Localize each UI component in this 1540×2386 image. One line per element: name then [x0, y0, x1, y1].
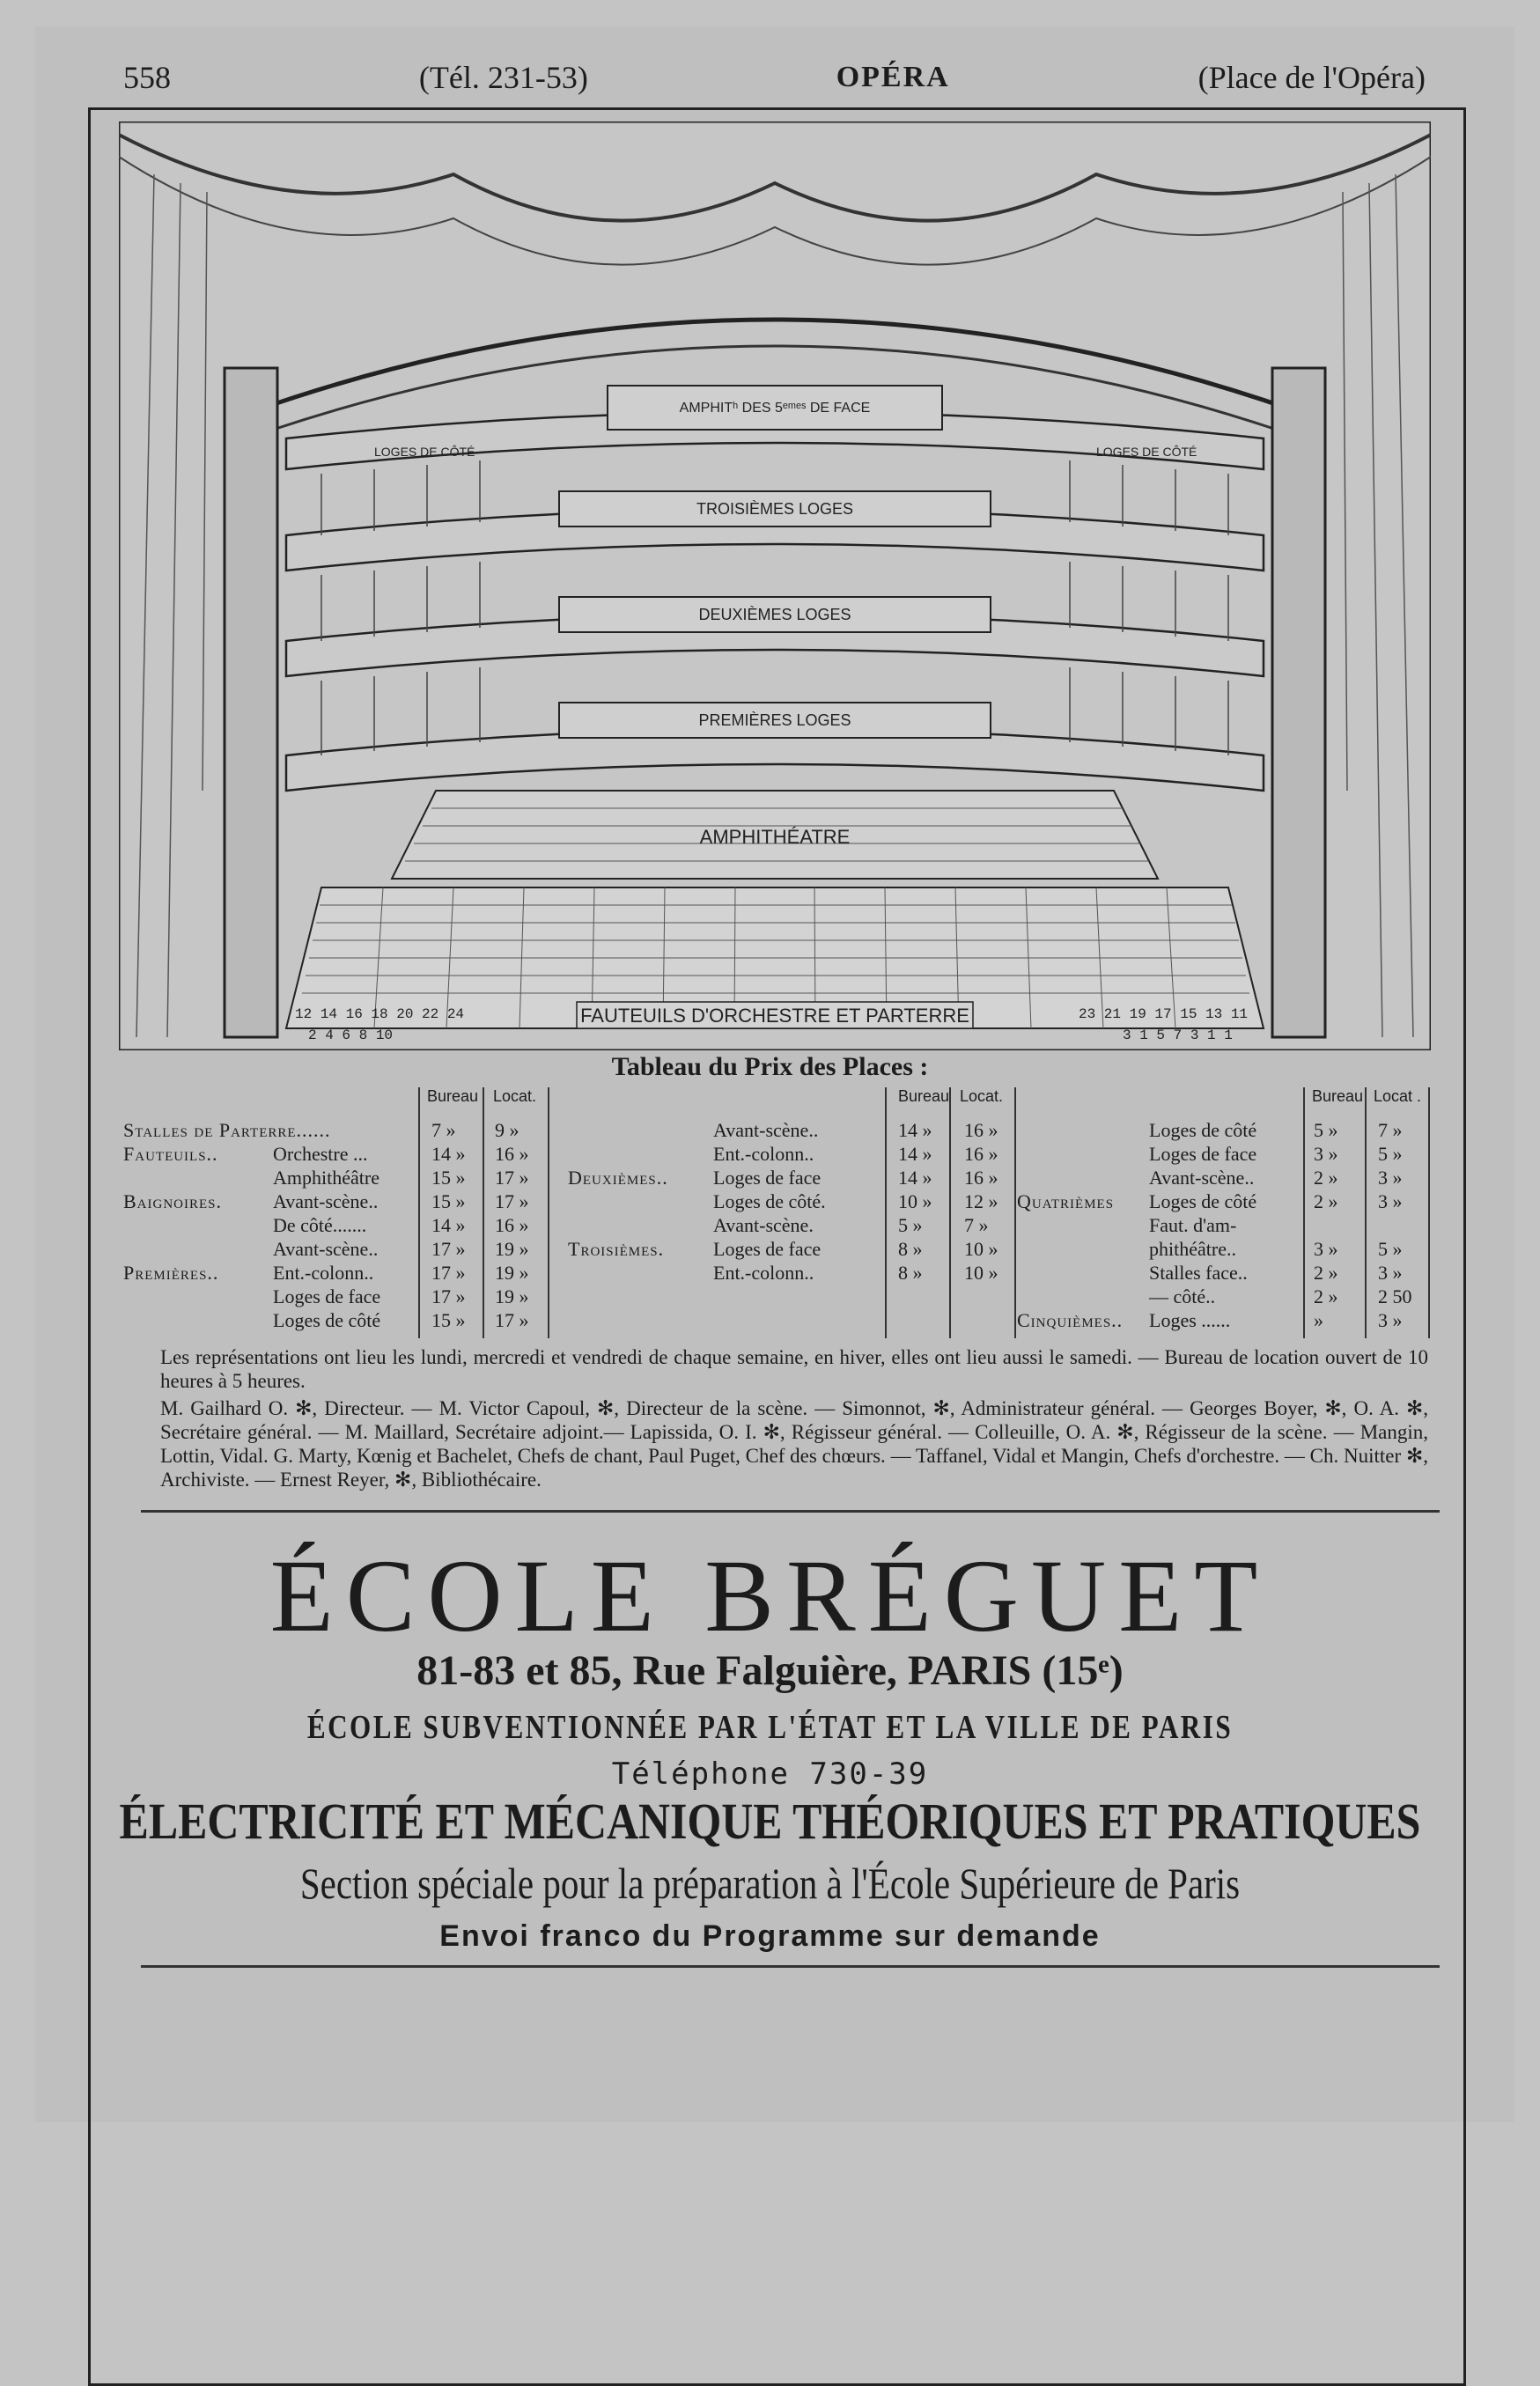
- price-bureau: 2 »: [1314, 1262, 1338, 1284]
- advert-section: Section spéciale pour la préparation à l'École Supérieure de Paris: [299, 1859, 1241, 1908]
- label-stalls-right: 3 1 5 7 3 1 1: [1123, 1027, 1233, 1043]
- price-location: 3 »: [1378, 1262, 1403, 1284]
- price-location: 17 »: [495, 1309, 529, 1331]
- price-bureau: 3 »: [1314, 1238, 1338, 1260]
- price-seat-type: phithéâtre..: [1149, 1238, 1236, 1260]
- price-location: 16 »: [964, 1143, 998, 1165]
- vrule: [548, 1087, 549, 1338]
- price-bureau: 14 »: [431, 1143, 466, 1165]
- price-location: 12 »: [964, 1190, 998, 1212]
- price-seat-type: Avant-scène.: [713, 1214, 814, 1236]
- price-bureau: 14 »: [898, 1119, 932, 1141]
- price-bureau: 15 »: [431, 1309, 466, 1331]
- price-location: 2 50: [1378, 1285, 1412, 1307]
- price-location: 3 »: [1378, 1167, 1403, 1189]
- vrule: [885, 1087, 887, 1338]
- label-premieres: PREMIÈRES LOGES: [698, 711, 851, 729]
- price-location: 16 »: [964, 1167, 998, 1189]
- price-location: 7 »: [964, 1214, 989, 1236]
- header-telephone: (Tél. 231-53): [418, 60, 588, 95]
- notes: [160, 1345, 1428, 1491]
- price-seat-type: Loges de face: [713, 1167, 822, 1189]
- price-seat-type: Loges de côté.: [713, 1190, 826, 1212]
- price-location: 3 »: [1378, 1309, 1403, 1331]
- vrule: [1428, 1087, 1430, 1338]
- advert-school-name: ÉCOLE BRÉGUET: [269, 1538, 1271, 1653]
- label-amphi-loges: AMPHITʰ DES 5ᵉᵐᵉˢ DE FACE: [679, 401, 871, 416]
- price-category: Stalles de Parterre......: [123, 1119, 331, 1141]
- price-bureau: 17 »: [431, 1285, 466, 1307]
- label-amphitheatre: AMPHITHÉATRE: [699, 826, 851, 848]
- page-number: 558: [123, 60, 171, 95]
- price-location: 9 »: [495, 1119, 519, 1141]
- header-locat-left: Locat.: [493, 1087, 537, 1105]
- price-table: [123, 1087, 1444, 1343]
- price-location: 16 »: [495, 1214, 529, 1236]
- price-category: Troisièmes.: [568, 1238, 665, 1260]
- price-seat-type: — côté..: [1149, 1285, 1216, 1307]
- price-location: 10 »: [964, 1262, 998, 1284]
- price-location: 17 »: [495, 1167, 529, 1189]
- label-stalls-left: 2 4 6 8 10: [308, 1027, 394, 1043]
- notes-schedule: Les représentations ont lieu les lundi, mercredi et vendredi de chaque semaine, en hiver, elles ont lieu aussi le samedi. — Bureau de location ouvert de 10 heures à 5 heures.: [160, 1346, 1428, 1392]
- vrule: [1014, 1087, 1016, 1338]
- price-seat-type: Avant-scène..: [1149, 1167, 1255, 1189]
- price-bureau: 2 »: [1314, 1190, 1338, 1212]
- price-bureau: 14 »: [898, 1143, 932, 1165]
- price-location: 10 »: [964, 1238, 998, 1260]
- price-bureau: 8 »: [898, 1238, 923, 1260]
- price-bureau: 2 »: [1314, 1167, 1338, 1189]
- advert-address: 81-83 et 85, Rue Falguière, PARIS (15ᵉ): [416, 1647, 1124, 1694]
- price-seat-type: Avant-scène..: [713, 1119, 819, 1141]
- price-table-title: Tableau du Prix des Places :: [611, 1052, 929, 1081]
- price-bureau: 17 »: [431, 1262, 466, 1284]
- price-seat-type: De côté.......: [273, 1214, 367, 1236]
- price-category: Deuxièmes..: [568, 1167, 668, 1189]
- price-seat-type: Orchestre ...: [273, 1143, 368, 1165]
- price-bureau: 15 »: [431, 1190, 466, 1212]
- price-location: 3 »: [1378, 1190, 1403, 1212]
- price-category: Premières..: [123, 1262, 219, 1284]
- label-troisiemes: TROISIÈMES LOGES: [696, 500, 854, 518]
- price-location: 17 »: [495, 1190, 529, 1212]
- price-location: 19 »: [495, 1238, 529, 1260]
- price-seat-type: Avant-scène..: [273, 1190, 379, 1212]
- vrule: [418, 1087, 420, 1338]
- price-bureau: 10 »: [898, 1190, 932, 1212]
- header-locat-mid: Locat.: [960, 1087, 1004, 1105]
- header-bureau-left: Bureau: [427, 1087, 479, 1105]
- price-location: 7 »: [1378, 1119, 1403, 1141]
- price-bureau: 15 »: [431, 1167, 466, 1189]
- price-seat-type: Avant-scène..: [273, 1238, 379, 1260]
- divider: [141, 1965, 1440, 1968]
- opera-seating-illustration: [119, 122, 1431, 1050]
- price-category: Cinquièmes..: [1017, 1309, 1124, 1331]
- vrule: [1365, 1087, 1367, 1338]
- label-loges-cote-right: LOGES DE CÔTÉ: [1096, 445, 1197, 459]
- price-bureau: 8 »: [898, 1262, 923, 1284]
- price-bureau: 7 »: [431, 1119, 456, 1141]
- divider: [141, 1510, 1440, 1513]
- price-location: 5 »: [1378, 1143, 1403, 1165]
- price-category: Fauteuils..: [123, 1143, 218, 1165]
- header-bureau-mid: Bureau: [898, 1087, 950, 1105]
- price-location: 19 »: [495, 1262, 529, 1284]
- vrule: [483, 1087, 484, 1338]
- notes-staff: M. Gailhard O. ✻, Directeur. — M. Victor Capoul, ✻, Directeur de la scène. — Simonnot, ✻, Administrateur général. — Georges Boyer, ✻, O. A. ✻, Secrétaire général. — M. Maillard, Secrétaire adjoint.— Lapissida, O. I. ✻, Régisseur général. — Colleuille, O. A. ✻, Régisseur de la scène. — Mangin, Lottin, Vidal. G. Marty, Kœnig et Bachelet, Chefs de chant, Paul Puget, Chef des chœurs. — Taffanel, Vidal et Mangin, Chefs d'orchestre. — Ch. Nuitter ✻, Archiviste. — Ernest Reyer, ✻, Bibliothécaire.: [160, 1397, 1428, 1491]
- price-bureau: 17 »: [431, 1238, 466, 1260]
- price-seat-type: Loges de face: [273, 1285, 381, 1307]
- price-seat-type: Amphithéâtre: [273, 1167, 379, 1189]
- price-location: 5 »: [1378, 1238, 1403, 1260]
- vrule: [949, 1087, 951, 1338]
- price-seat-type: Faut. d'am-: [1149, 1214, 1237, 1236]
- price-seat-type: Ent.-colonn..: [273, 1262, 374, 1284]
- price-seat-type: Loges ......: [1149, 1309, 1231, 1331]
- price-seat-type: Ent.-colonn..: [713, 1143, 814, 1165]
- price-location: 16 »: [495, 1143, 529, 1165]
- price-bureau: 14 »: [898, 1167, 932, 1189]
- header-location: (Place de l'Opéra): [1197, 60, 1426, 95]
- price-seat-type: Ent.-colonn..: [713, 1262, 814, 1284]
- label-stalls-left2: 12 14 16 18 20 22 24: [295, 1006, 465, 1022]
- advert-programme: Envoi franco du Programme sur demande: [439, 1919, 1101, 1953]
- price-location: 19 »: [495, 1285, 529, 1307]
- price-seat-type: Loges de face: [713, 1238, 822, 1260]
- label-fauteuils: FAUTEUILS D'ORCHESTRE ET PARTERRE: [580, 1005, 969, 1027]
- price-bureau: 5 »: [898, 1214, 923, 1236]
- price-bureau: 5 »: [1314, 1119, 1338, 1141]
- label-loges-cote-left: LOGES DE CÔTÉ: [374, 445, 475, 459]
- label-stalls-right2: 23 21 19 17 15 13 11: [1079, 1006, 1249, 1022]
- header-bureau-right: Bureau: [1312, 1087, 1364, 1105]
- price-seat-type: Loges de côté: [1149, 1119, 1257, 1141]
- header-title: OPÉRA: [836, 61, 950, 93]
- label-deuxiemes: DEUXIÈMES LOGES: [698, 606, 851, 623]
- advert-subsidy: ÉCOLE SUBVENTIONNÉE PAR L'ÉTAT ET LA VILLE DE PARIS: [306, 1709, 1234, 1746]
- advert-phone: Téléphone 730-39: [611, 1756, 929, 1792]
- price-bureau: 3 »: [1314, 1143, 1338, 1165]
- price-seat-type: Loges de face: [1149, 1143, 1257, 1165]
- price-category: Quatrièmes: [1017, 1190, 1115, 1212]
- price-seat-type: Loges de côté: [273, 1309, 381, 1331]
- price-bureau: »: [1314, 1309, 1323, 1331]
- price-seat-type: Loges de côté: [1149, 1190, 1257, 1212]
- vrule: [1303, 1087, 1305, 1338]
- header-locat-right: Locat .: [1374, 1087, 1422, 1105]
- price-bureau: 14 »: [431, 1214, 466, 1236]
- price-location: 16 »: [964, 1119, 998, 1141]
- price-category: Baignoires.: [123, 1190, 223, 1212]
- advert-subject: ÉLECTRICITÉ ET MÉCANIQUE THÉORIQUES ET PRATIQUES: [119, 1793, 1421, 1850]
- running-header: [123, 53, 1426, 102]
- price-seat-type: Stalles face..: [1149, 1262, 1248, 1284]
- price-bureau: 2 »: [1314, 1285, 1338, 1307]
